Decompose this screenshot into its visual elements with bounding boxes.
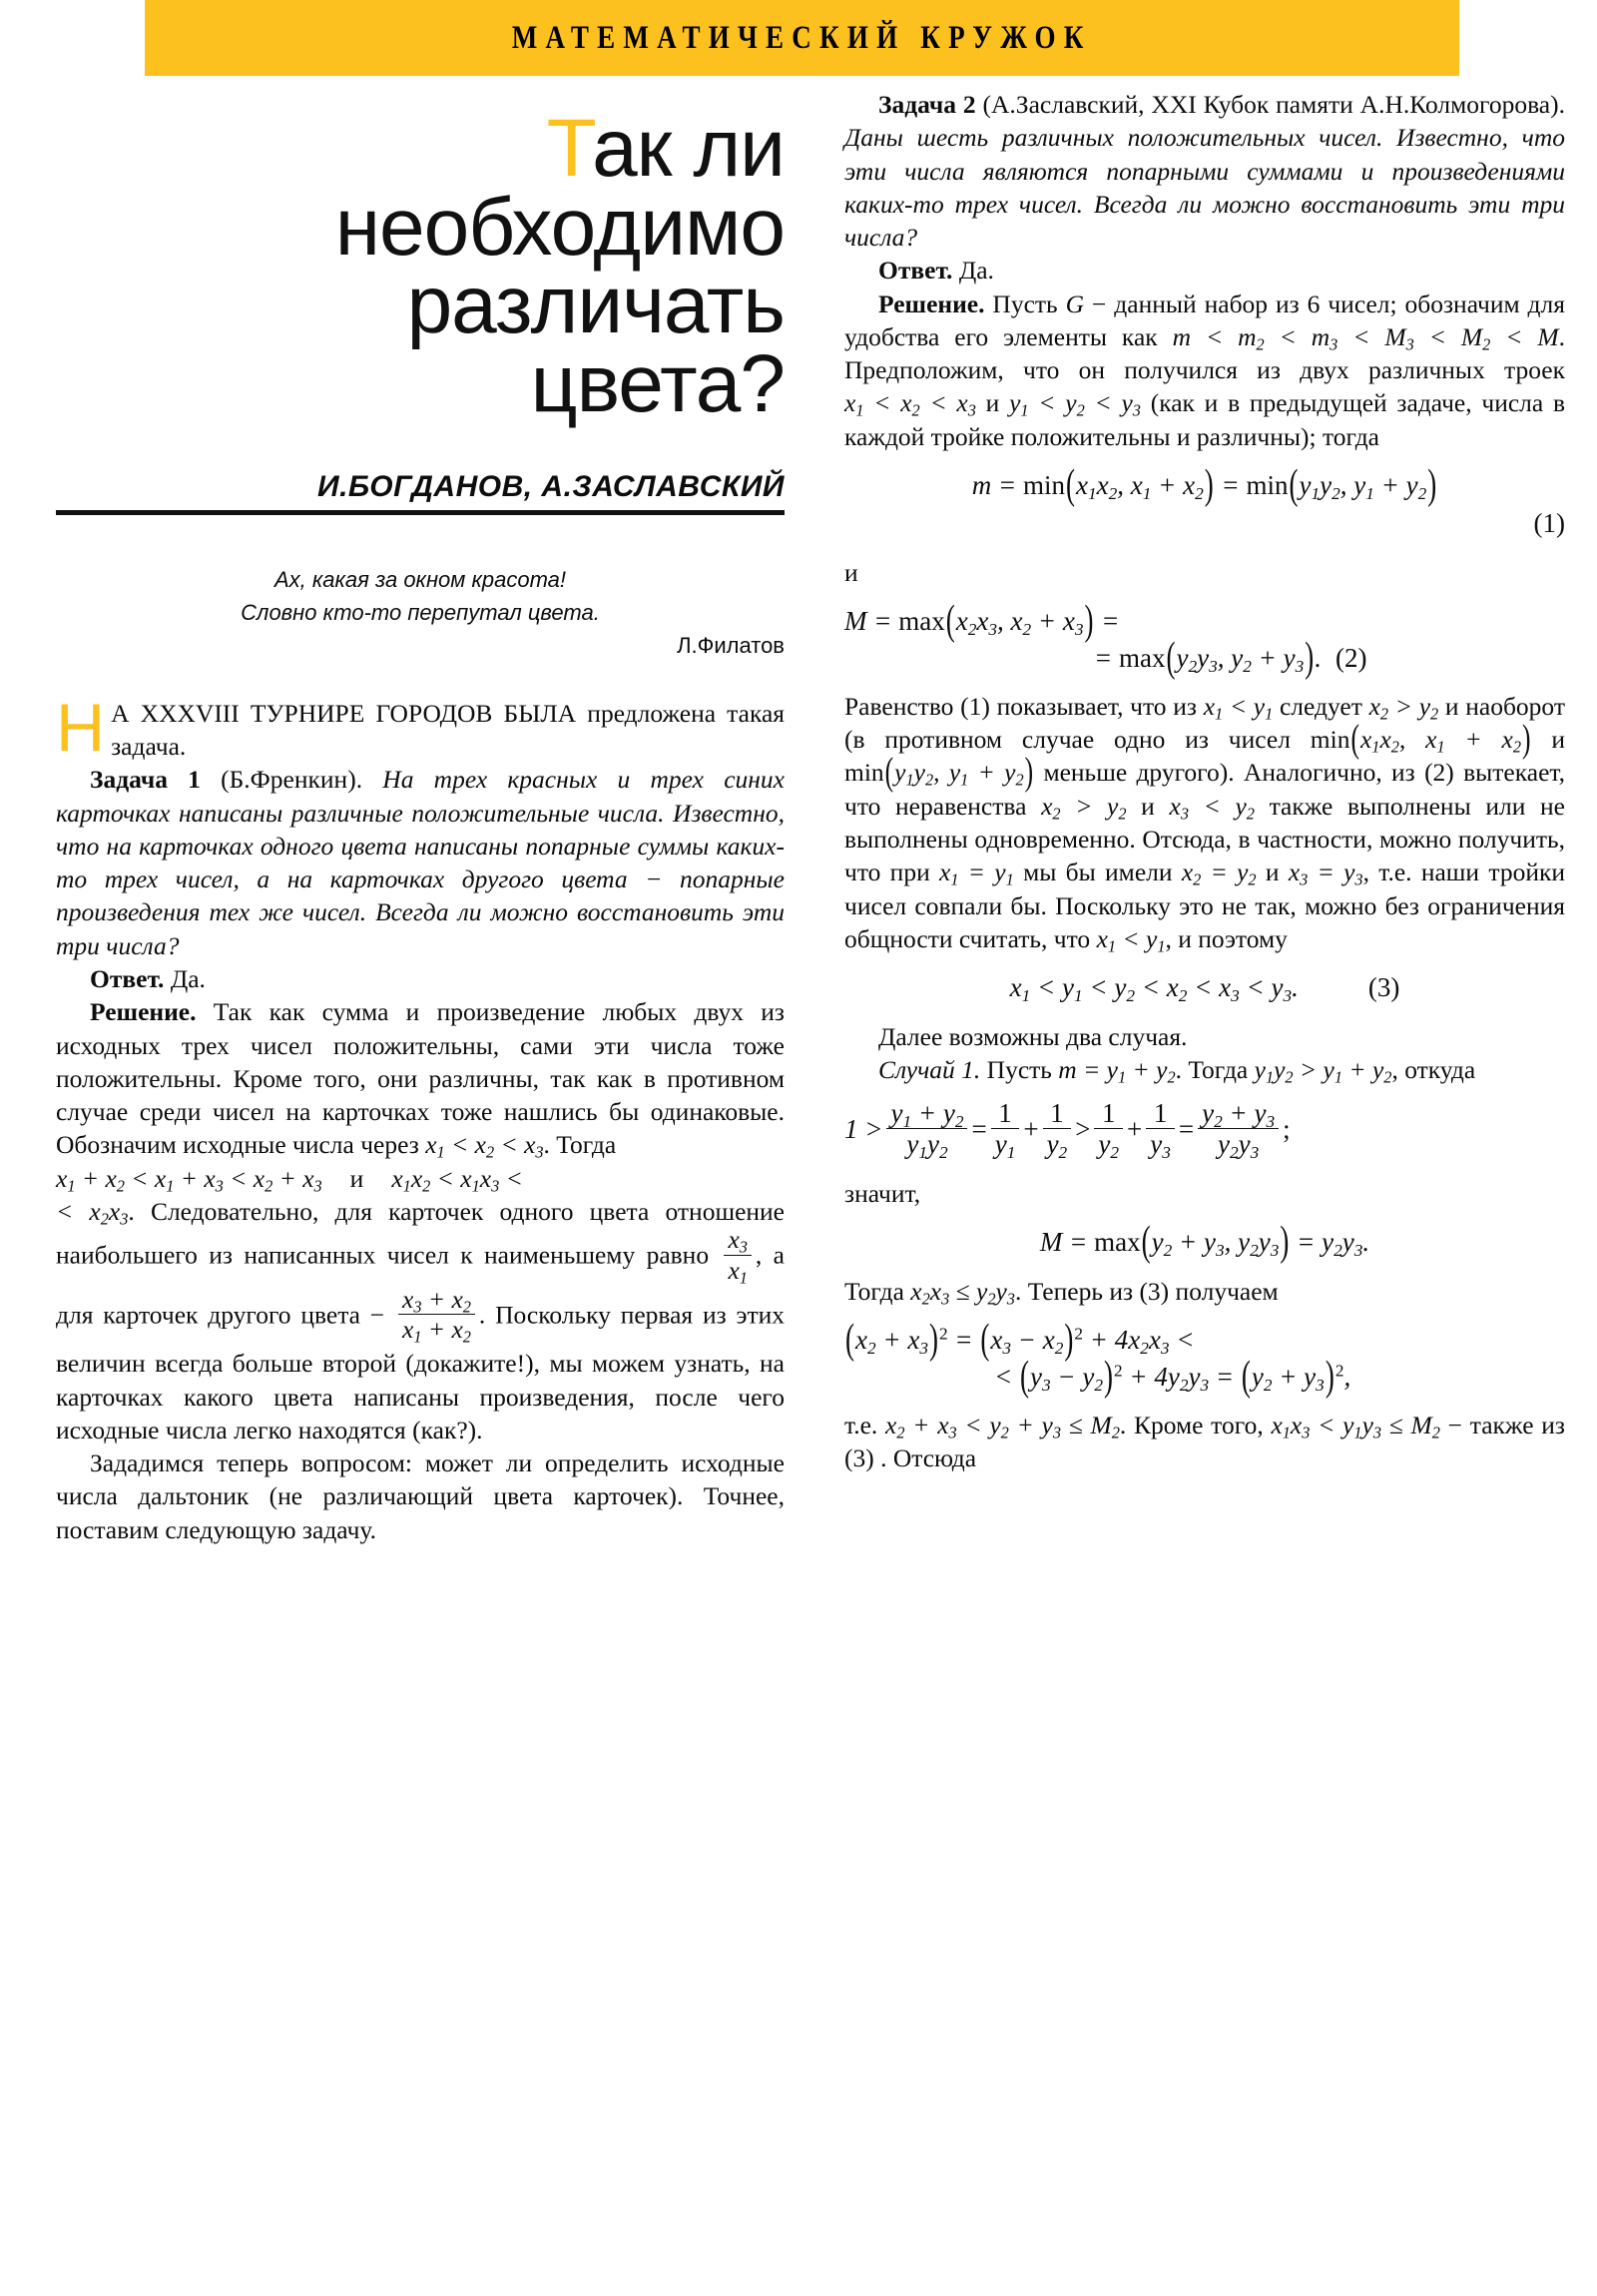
chain-frac-1-den: $y_1y_2$ <box>886 1128 967 1161</box>
eq1-content: $m = \min(x_1x_2$, $x_1 + x_2) = \min(y_1y_2$, $y_1 + y_2$) <box>971 460 1437 508</box>
solution-text-4: . Поскольку первая из этих величин всегда больше второй (докажите!), мы можем узнать, на карточках какого цвета написаны произведения, после чего исходные числа легко находятся (как?). <box>56 1300 786 1444</box>
p2-d: и <box>1531 725 1565 755</box>
task1-answer <box>56 962 785 995</box>
headline-line1: ак ли <box>592 103 785 194</box>
solution-text-1a: Так как сумма и произведение любых двух из исходных трех чисел положительны, сами эти числа тоже положительны. Кроме того, они различны, так как в противном случае среди чисел на карточках тоже нашлись бы одинаковые. Обозначим исходные числа через <box>56 997 785 1160</box>
chain-frac-5 <box>1146 1098 1175 1161</box>
ineq-A: $x_2 > y_2$ <box>1041 791 1127 824</box>
frac2-numerator: $x_3 + x_2$ <box>402 1284 471 1317</box>
epigraph-line-1: Ах, какая за окном красота! <box>273 566 566 592</box>
chain-frac-6-num: $y_2 + y_3$ <box>1202 1098 1276 1131</box>
two-cases-line: Далее возможны два случая. <box>878 1021 1188 1051</box>
chain-frac-5-den: $y_3$ <box>1146 1128 1175 1161</box>
chain-frac-4-num: 1 <box>1101 1098 1116 1129</box>
article-byline: И.БОГДАНОВ, А.ЗАСЛАВСКИЙ <box>317 469 785 503</box>
p4-b: . Теперь из (3) получаем <box>1014 1276 1279 1306</box>
epigraph-author: Л.Филатов <box>677 632 785 658</box>
ineq-x1-lt-y1: $x_1 < y_1$ <box>1096 923 1166 956</box>
triple-y: $y_1 < y_2 < y_3$ <box>1009 388 1141 420</box>
sol2-b: − данный набор из 6 чисел; обозначим для удобства его элементы как <box>844 288 1565 351</box>
chain-op-plus-2: + <box>1127 1113 1143 1144</box>
task1-chain-line <box>56 1162 785 1195</box>
ineq-prod-M2: $x_1x_3 < y_1y_3 \le M_2$ <box>1271 1410 1440 1442</box>
sol2-and: и <box>975 388 1010 418</box>
intro-rest: предложена такая задача. <box>111 698 786 762</box>
chain-frac-5-num: 1 <box>1153 1098 1168 1129</box>
ineq-sum-M2: $x_2 + x_3 < y_2 + y_3 \le M_2$ <box>885 1410 1120 1442</box>
ineq-B: $x_3 < y_2$ <box>1169 791 1255 824</box>
task1-paragraph <box>56 763 785 962</box>
case-1-label: Случай 1. <box>878 1054 981 1084</box>
paragraph-togda <box>844 1275 1565 1308</box>
fraction-chain-equation <box>844 1100 1565 1163</box>
solution-text-1b: . Тогда <box>543 1130 617 1160</box>
chain-and: и <box>349 1163 364 1193</box>
p5-b: . Кроме того, <box>1119 1410 1272 1439</box>
epigraph <box>56 563 785 629</box>
sol2-a: Пусть <box>984 288 1066 318</box>
task1-label: Задача 1 <box>90 765 201 795</box>
chain-op-eq-2: = <box>1178 1113 1195 1144</box>
case1-b: . Тогда <box>1175 1054 1255 1084</box>
headline-line3: различать <box>406 260 785 351</box>
min-x-expr: $\min(x_1x_2$, $x_1 + x_2$) <box>1310 716 1531 762</box>
right-body <box>844 88 1565 1475</box>
task2-answer <box>844 254 1565 287</box>
equation-2 <box>844 596 1565 680</box>
answer-value-1: Да. <box>164 964 206 993</box>
case-1-paragraph <box>844 1053 1565 1086</box>
p2-j: , т.е. наши тройки чисел совпали бы. Поскольку это не так, можно без ограничения общности считать, что <box>844 858 1566 953</box>
answer-label-1: Ответ. <box>90 964 165 993</box>
fraction-x3-over-x1 <box>724 1226 751 1286</box>
ineq-x2-y2: $x_2 > y_2$ <box>1368 691 1439 724</box>
eq4-rhs: < $(y_3 - y_2)^2 + 4y_2y_3 = (y_2 + y_3)^2$, <box>994 1352 1351 1399</box>
eq3-content: $x_1 < y_1 < y_2 < x_2 < x_3 < y_3$. <box>1009 972 1299 1005</box>
task2-label: Задача 2 <box>878 90 976 119</box>
p2-i: и <box>1256 858 1289 887</box>
min-y-expr: $\min(y_1y_2$, $y_1 + y_2$) <box>844 749 1034 795</box>
task2-statement: Даны шесть различных положительных чисел. Известно, что эти числа являются попарными суммами и произведениями каких-то трех чисел. Всегда ли можно восстановить эти три числа? <box>844 123 1565 253</box>
chain-frac-6 <box>1198 1098 1279 1161</box>
eq-x2-y2: $x_2 = y_2$ <box>1181 858 1257 889</box>
right-column <box>844 88 1565 1475</box>
case1-c: , откуда <box>1391 1054 1476 1084</box>
equation-1 <box>844 460 1565 542</box>
intro-dropcap: Н <box>56 689 106 766</box>
paragraph-te <box>844 1409 1565 1475</box>
eq4-line-1 <box>844 1315 1565 1363</box>
task2-paragraph <box>844 88 1565 254</box>
fraction-sum-over-sum <box>398 1286 475 1346</box>
chain-frac-2 <box>991 1098 1020 1161</box>
chain-prods: $x_1x_2 < x_1x_3$ < <box>391 1163 523 1196</box>
solution-text-3: , а для карточек другого цвета − <box>56 1240 785 1330</box>
task2-source: (А.Заславский, XXI Кубок памяти А.Н.Колмогорова). <box>975 90 1565 119</box>
eq4-line-2 <box>844 1352 1565 1399</box>
chain-frac-2-den: $y_1$ <box>991 1128 1020 1161</box>
task1-source: (Б.Френкин). <box>200 765 383 795</box>
chain-op-gt: > <box>1075 1113 1091 1144</box>
headline-line2: необходимо <box>334 181 785 273</box>
task1-solution-part1 <box>56 995 785 1161</box>
chain-frac-3 <box>1043 1098 1072 1161</box>
p2-b: следует <box>1273 691 1369 721</box>
chain-m-M: $m < m_2 < m_3 < M_3 < M_2 < M$ <box>1172 321 1559 354</box>
frac2-denominator: $x_1 + x_2$ <box>398 1314 475 1345</box>
chain-frac-6-den: $y_2y_3$ <box>1198 1128 1279 1161</box>
chain-frac-1 <box>886 1098 967 1161</box>
eq-connector-and: и <box>844 557 858 587</box>
eq2-lhs: $M = \max(x_2x_3$, $x_2 + x_3$) = <box>844 596 1120 644</box>
eq-x3-y3: $x_3 = y_3$ <box>1288 858 1363 889</box>
byline-rule <box>56 510 785 515</box>
epigraph-line-2: Словно кто-то перепутал цвета. <box>241 599 600 625</box>
solution-text-2: . Следовательно, для карточек одного цвета отношение наибольшего из написанных чисел к наименьшему равно <box>56 1196 786 1270</box>
chain-start: 1 > <box>844 1113 883 1144</box>
equation-3 <box>844 969 1565 1005</box>
chain-frac-3-num: 1 <box>1050 1098 1064 1129</box>
headline-line4: цвета? <box>530 338 785 430</box>
answer-value-2: Да. <box>952 256 994 286</box>
answer-label-2: Ответ. <box>878 256 953 286</box>
znachit-line: значит, <box>844 1179 921 1209</box>
equation-M-max <box>844 1218 1565 1265</box>
frac1-numerator: $x_3$ <box>728 1225 748 1257</box>
sol2-d: (как и в предыдущей задаче, числа в каждой тройке положительны и различны); тогда <box>844 388 1565 451</box>
sol2-c: . Предположим, что он получился из двух различных троек <box>844 321 1565 385</box>
p5-a: т.е. <box>844 1410 886 1439</box>
case1-a: Пусть <box>980 1054 1059 1084</box>
p2-k: , и поэтому <box>1165 923 1288 953</box>
task2-solution-intro <box>844 287 1565 453</box>
chain-frac-1-num: $y_1 + y_2$ <box>890 1098 964 1131</box>
article-headline <box>56 103 785 430</box>
chain-frac-3-den: $y_2$ <box>1043 1128 1072 1161</box>
eqM-content: $M = \max(y_2 + y_3$, $y_2y_3) = y_2y_3$. <box>1039 1218 1370 1265</box>
p4-a: Тогда <box>844 1276 911 1306</box>
p2-a: Равенство (1) показывает, что из <box>844 691 1204 721</box>
chain-frac-4-den: $y_2$ <box>1094 1128 1123 1161</box>
p2-c: и наоборот (в противном случае одно из чисел <box>844 691 1565 755</box>
p5-c: − также из (3) . Отсюда <box>844 1410 1565 1473</box>
intro-paragraph <box>56 689 786 766</box>
headline-dropcap-letter: Т <box>546 103 593 194</box>
eq2-rhs: = $\max(y_2y_3$, $y_2 + y_3$). <box>1094 633 1322 680</box>
equation-3-number: (3) <box>1367 972 1400 1003</box>
p2-h: мы бы имели <box>1013 858 1182 887</box>
task1-solution-part2 <box>56 1195 785 1446</box>
chain-op-eq: = <box>971 1113 987 1144</box>
left-body <box>56 689 786 1546</box>
chain-semicolon: ; <box>1283 1113 1291 1144</box>
p2-g: также выполнены или не выполнены одновременно. Отсюда, в частности, можно получить, что при <box>844 791 1565 887</box>
chain-frac-4 <box>1094 1098 1123 1161</box>
solution-label-1: Решение. <box>90 997 197 1027</box>
eq2-line-1 <box>844 596 1565 644</box>
frac1-denominator: $x_1$ <box>724 1255 751 1286</box>
eq4-lhs: $(x_2 + x_3)^2 = (x_3 - x_2)^2 + 4x_2x_3$ < <box>845 1315 1195 1363</box>
symbol-G: G <box>1065 288 1085 318</box>
equation-1-number: (1) <box>1533 508 1565 539</box>
ineq-x1-y1: $x_1 < y_1$ <box>1203 691 1274 724</box>
eq-x1-y1: $x_1 = y_1$ <box>939 858 1014 889</box>
ineq-x2x3-y2y3: $x_2x_3 \le y_2y_3$ <box>910 1276 1015 1309</box>
chain-prods-cont: < $x_2x_3$ <box>56 1196 129 1229</box>
banner-title: МАТЕМАТИЧЕСКИЙ КРУЖОК <box>512 19 1092 56</box>
triple-x: $x_1 < x_2 < x_3$ <box>844 388 976 420</box>
inline-ineq-x123: $x_1 < x_2 < x_3$ <box>425 1130 544 1162</box>
case1-ineq: $y_1y_2 > y_1 + y_2$ <box>1254 1054 1392 1087</box>
equation-2-number: (2) <box>1334 642 1367 673</box>
chain-sums: $x_1 + x_2 < x_1 + x_3 < x_2 + x_3$ <box>56 1163 322 1196</box>
equation-4 <box>844 1315 1565 1399</box>
section-banner <box>145 0 1459 76</box>
chain-op-plus-1: + <box>1023 1113 1039 1144</box>
task1-statement: На трех красных и трех синих карточках написаны различные положительные числа. Известно, что на карточках одного цвета написаны попарные суммы каких-то трех чисел, а на карточках другого цвета − попарные произведения тех же чисел. Всегда ли можно восстановить эти три числа? <box>56 765 785 960</box>
paragraph-after-eq2 <box>844 690 1565 955</box>
chain-frac-2-num: 1 <box>998 1098 1012 1129</box>
solution-label-2: Решение. <box>878 288 985 318</box>
case1-eq-m: $m = y_1 + y_2$ <box>1058 1054 1176 1087</box>
intro-smallcaps: А XXXVIII ТУРНИРЕ ГОРОДОВ БЫЛА <box>111 698 577 728</box>
task1-closing: Зададимся теперь вопросом: может ли определить исходные числа дальтоник (не различающий цвета карточек). Точнее, поставим следующую задачу. <box>56 1448 785 1544</box>
p2-f: и <box>1126 791 1170 821</box>
left-column <box>56 88 785 1546</box>
p2-e: меньше другого). Аналогично, из (2) вытекает, что неравенства <box>844 758 1565 821</box>
